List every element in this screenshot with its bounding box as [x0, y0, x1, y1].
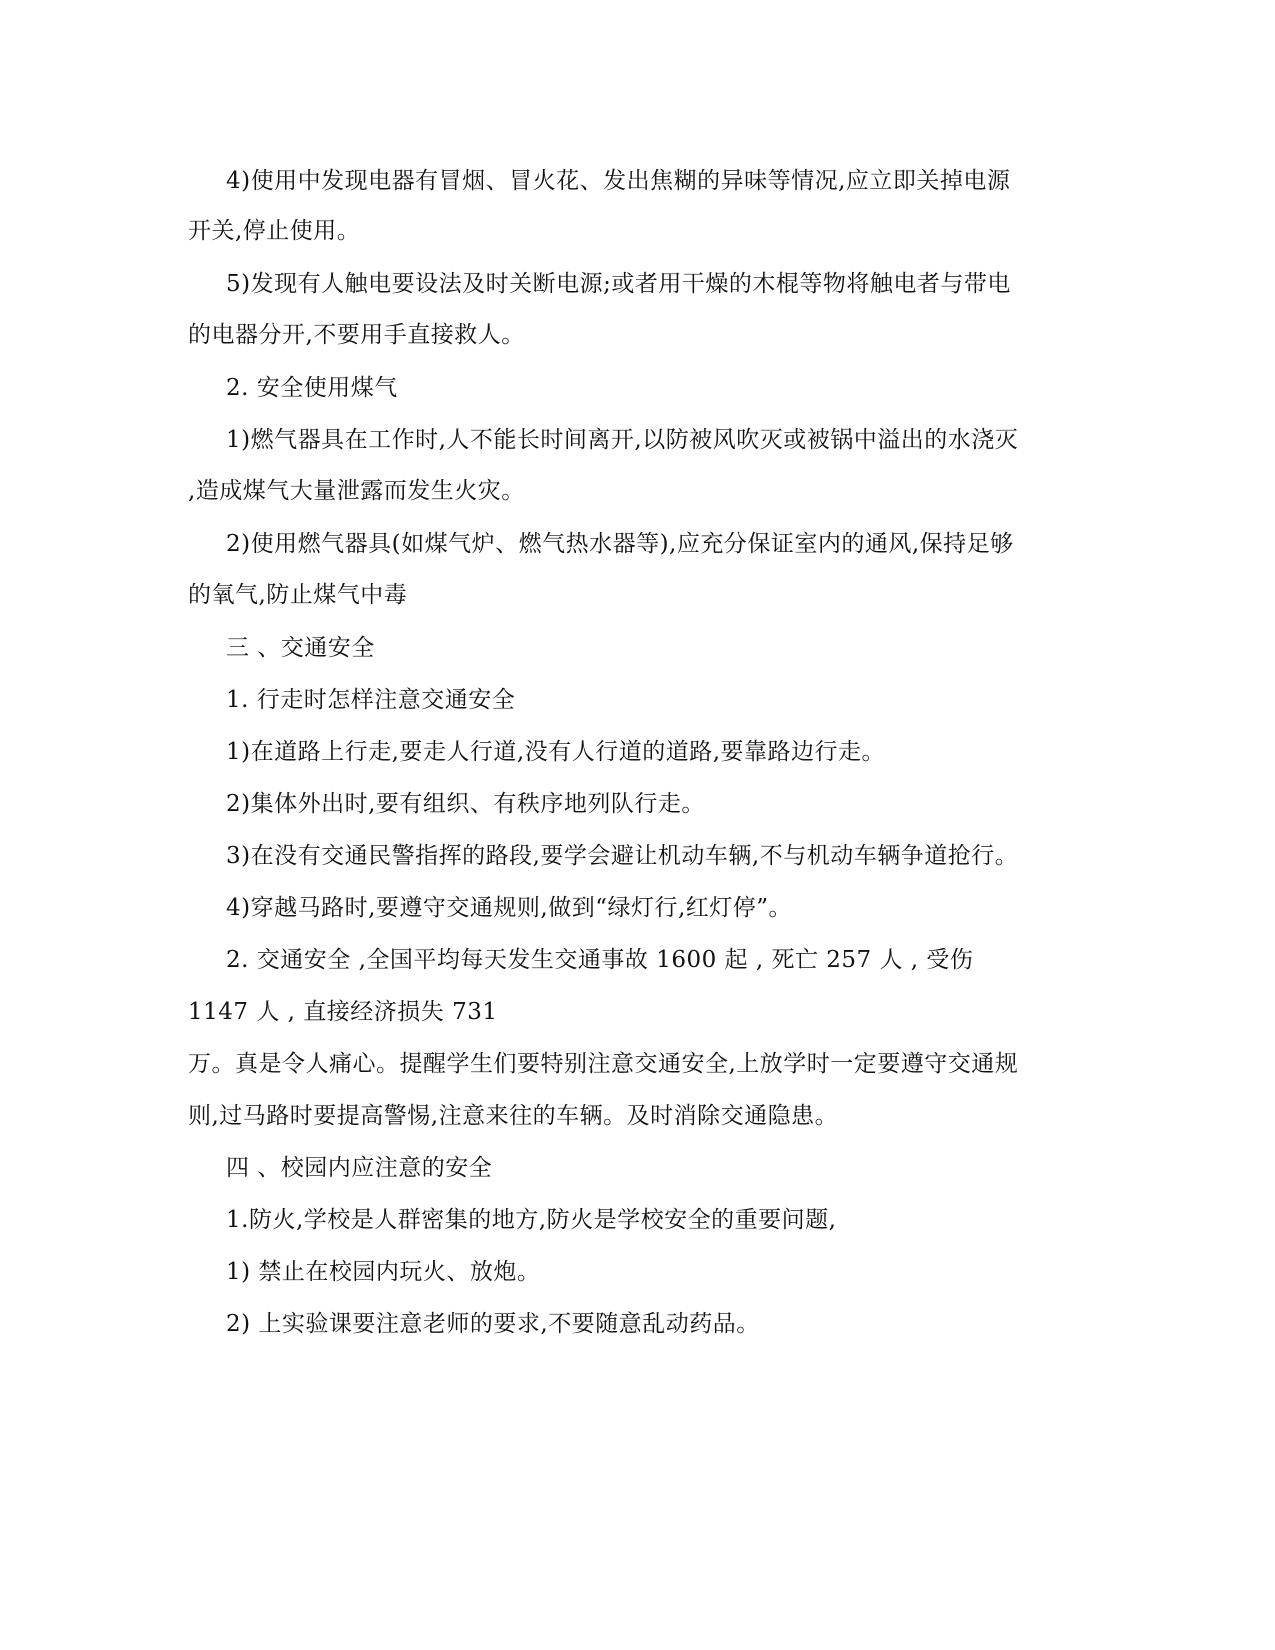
- paragraph-line: 2) 上实验课要注意老师的要求,不要随意乱动药品。: [226, 1311, 760, 1337]
- paragraph-line: 的电器分开,不要用手直接救人。: [188, 322, 525, 348]
- section-heading: 1. 行走时怎样注意交通安全: [226, 687, 516, 713]
- paragraph-line: 2)集体外出时,要有组织、有秩序地列队行走。: [226, 791, 705, 817]
- paragraph-line: ,造成煤气大量泄露而发生火灾。: [188, 478, 525, 504]
- paragraph-line: 开关,停止使用。: [188, 218, 361, 244]
- paragraph-line: 的氧气,防止煤气中毒: [188, 582, 408, 608]
- section-heading: 2. 安全使用煤气: [226, 375, 398, 401]
- paragraph-line: 2. 交通安全 ,全国平均每天发生交通事故 1600 起 , 死亡 257 人 , 受伤: [226, 947, 974, 973]
- paragraph-line: 1)在道路上行走,要走人行道,没有人行道的道路,要靠路边行走。: [226, 739, 886, 765]
- paragraph-line: 4)使用中发现电器有冒烟、冒火花、发出焦糊的异味等情况,应立即关掉电源: [226, 168, 1011, 194]
- paragraph-line: 2)使用燃气器具(如煤气炉、燃气热水器等),应充分保证室内的通风,保持足够: [226, 531, 1014, 557]
- paragraph-line: 则,过马路时要提高警惕,注意来往的车辆。及时消除交通隐患。: [188, 1103, 839, 1129]
- paragraph-line: 3)在没有交通民警指挥的路段,要学会避让机动车辆,不与机动车辆争道抢行。: [226, 843, 1019, 869]
- paragraph-line: 1)燃气器具在工作时,人不能长时间离开,以防被风吹灭或被锅中溢出的水浇灭: [226, 427, 1019, 453]
- paragraph-line: 万。真是令人痛心。提醒学生们要特别注意交通安全,上放学时一定要遵守交通规: [188, 1051, 1019, 1077]
- section-heading: 三 、交通安全: [226, 635, 375, 661]
- paragraph-line: 1147 人 , 直接经济损失 731: [188, 999, 498, 1025]
- section-heading: 四 、校园内应注意的安全: [226, 1155, 493, 1181]
- paragraph-line: 1.防火,学校是人群密集的地方,防火是学校安全的重要问题,: [226, 1207, 837, 1233]
- paragraph-line: 5)发现有人触电要设法及时关断电源;或者用干燥的木棍等物将触电者与带电: [226, 271, 1011, 297]
- paragraph-line: 4)穿越马路时,要遵守交通规则,做到“绿灯行,红灯停”。: [226, 895, 793, 921]
- paragraph-line: 1) 禁止在校园内玩火、放炮。: [226, 1259, 541, 1285]
